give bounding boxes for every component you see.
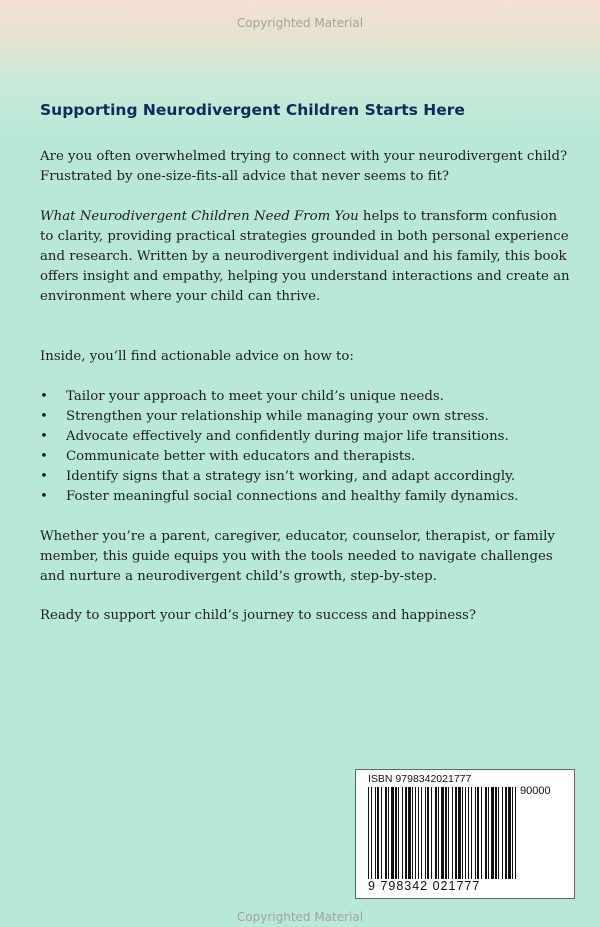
book-title-italic: What Neurodivergent Children Need From You — [40, 209, 359, 224]
bullet-icon: • — [40, 449, 48, 464]
bullet-icon: • — [40, 389, 48, 404]
barcode-digits: 9 798342 021777 — [368, 879, 481, 893]
price-code: 90000 — [520, 785, 551, 797]
copyright-watermark-bottom: Copyrighted Material — [236, 910, 364, 924]
copyright-watermark-top: Copyrighted Material — [236, 16, 364, 30]
bullet-icon: • — [40, 429, 48, 444]
list-item-text: Communicate better with educators and therapists. — [66, 449, 416, 464]
list-item — [40, 447, 580, 467]
barcode-bars — [368, 787, 518, 879]
list-item — [40, 467, 580, 487]
list-item-text: Identify signs that a strategy isn’t working, and adapt accordingly. — [66, 469, 516, 484]
isbn-label: ISBN 9798342021777 — [368, 773, 472, 785]
bullet-icon: • — [40, 409, 48, 424]
description-paragraph — [40, 207, 570, 307]
benefit-list — [40, 387, 580, 507]
bullet-icon: • — [40, 469, 48, 484]
back-cover-heading: Supporting Neurodivergent Children Starts Here — [40, 101, 465, 119]
audience-paragraph: Whether you’re a parent, caregiver, educator, counselor, therapist, or family member, this guide equips you with the tools needed to navigate challenges and nurture a neurodivergent child’s growth, step-by-step. — [40, 529, 555, 584]
list-item-text: Advocate effectively and confidently during major life transitions. — [66, 429, 509, 444]
list-item — [40, 487, 580, 507]
list-item-text: Foster meaningful social connections and healthy family dynamics. — [66, 489, 519, 504]
intro-paragraph: Are you often overwhelmed trying to connect with your neurodivergent child? Frustrated by one-size-fits-all advice that never seems to fit? — [40, 149, 568, 184]
inside-intro: Inside, you’ll find actionable advice on how to: — [40, 349, 354, 364]
description-text: helps to transform confusion to clarity, providing practical strategies grounded in both personal experience and research. Written by a neurodivergent individual and his family, this book offers insight and empathy, helping you understand interactions and create an environment where your child can thrive. — [40, 209, 570, 304]
list-item — [40, 407, 580, 427]
isbn-barcode — [355, 769, 575, 899]
list-item-text: Tailor your approach to meet your child’s unique needs. — [66, 389, 444, 404]
list-item-text: Strengthen your relationship while managing your own stress. — [66, 409, 489, 424]
list-item — [40, 427, 580, 447]
closing-question: Ready to support your child’s journey to success and happiness? — [40, 608, 476, 623]
bullet-icon: • — [40, 489, 48, 504]
list-item — [40, 387, 580, 407]
